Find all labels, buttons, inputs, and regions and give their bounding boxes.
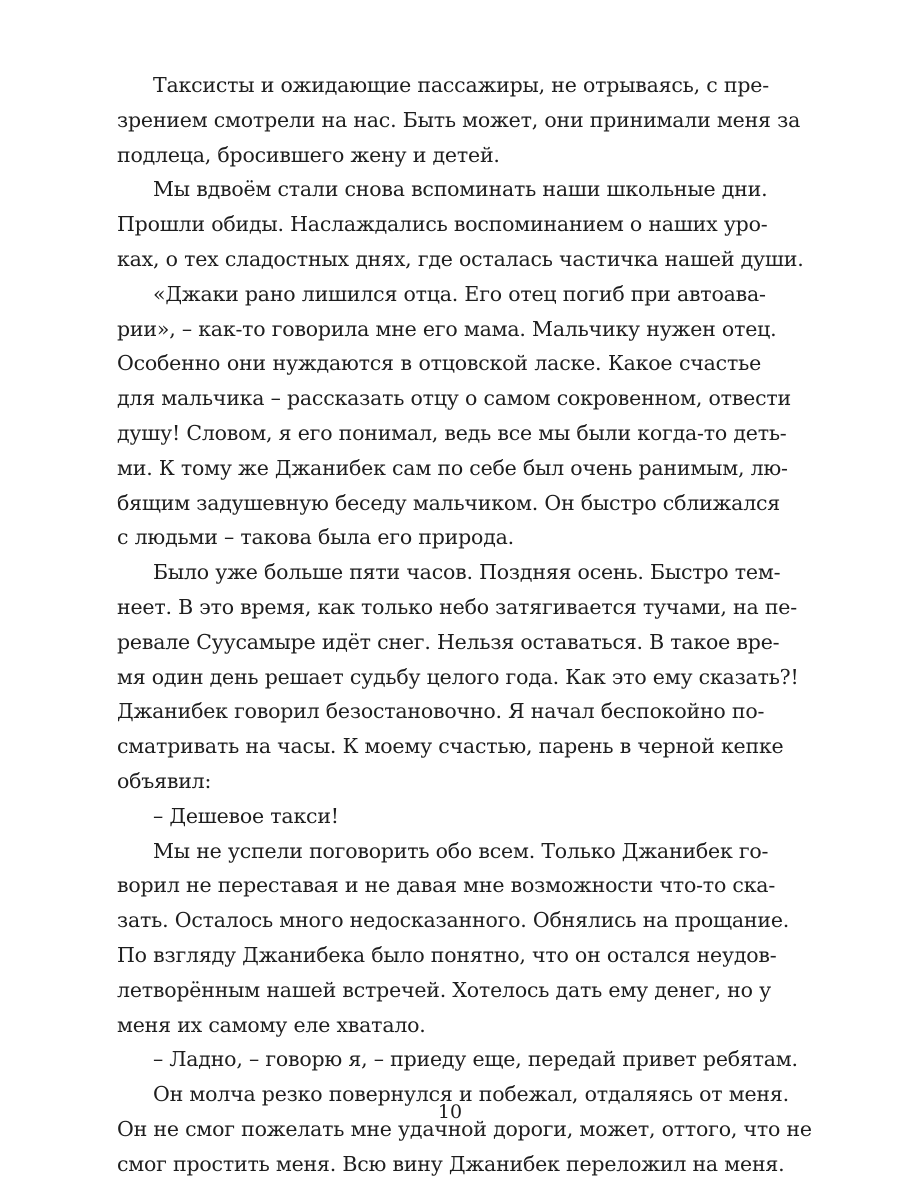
text-line: неет. В это время, как только небо затягивается тучами, на пе- — [117, 594, 797, 619]
text-line: – Ладно, – говорю я, – приеду еще, передай привет ребятам. — [153, 1047, 798, 1072]
text-line: Мы вдвоём стали снова вспоминать наши школьные дни. — [153, 177, 768, 202]
text-line: ках, о тех сладостных днях, где осталась частичка нашей души. — [117, 246, 804, 271]
text-line: летворённым нашей встречей. Хотелось дать ему денег, но у — [117, 977, 771, 1002]
text-line: бящим задушевную беседу мальчиком. Он быстро сближался — [117, 490, 781, 515]
text-line: Джанибек говорил безостановочно. Я начал беспокойно по- — [117, 699, 765, 724]
text-line: Особенно они нуждаются в отцовской ласке. Какое счастье — [117, 351, 761, 376]
page-number: 10 — [437, 1101, 463, 1123]
text-line: для мальчика – рассказать отцу о самом сокровенном, отвести — [117, 386, 791, 411]
text-line: Он не смог пожелать мне удачной дороги, может, оттого, что не — [117, 1116, 812, 1141]
text-line: – Дешевое такси! — [153, 803, 339, 828]
text-line: мя один день решает судьбу целого года. Как это ему сказать?! — [117, 664, 799, 689]
text-line: зать. Осталось много недосказанного. Обнялись на прощание. — [117, 908, 790, 933]
text-line: ворил не переставая и не давая мне возможности что-то ска- — [117, 873, 776, 898]
page-body-text — [117, 68, 812, 1182]
text-line: объявил: — [117, 768, 212, 793]
text-line: меня их самому еле хватало. — [117, 1012, 426, 1037]
text-line: По взгляду Джанибека было понятно, что он остался неудов- — [117, 942, 777, 967]
text-line: «Джаки рано лишился отца. Его отец погиб при автоава- — [153, 281, 766, 306]
text-line: сматривать на часы. К моему счастью, парень в черной кепке — [117, 734, 784, 759]
text-line: зрением смотрели на нас. Быть может, они принимали меня за — [117, 107, 801, 132]
text-line: Было уже больше пяти часов. Поздняя осень. Быстро тем- — [153, 560, 781, 585]
text-line: Прошли обиды. Наслаждались воспоминанием о наших уро- — [117, 212, 768, 237]
text-line: рии», – как-то говорила мне его мама. Мальчику нужен отец. — [117, 316, 777, 341]
text-line: Таксисты и ожидающие пассажиры, не отрываясь, с пре- — [153, 73, 769, 97]
text-line: Он молча резко повернулся и побежал, отдаляясь от меня. — [153, 1082, 789, 1107]
text-line: смог простить меня. Всю вину Джанибек переложил на меня. — [117, 1151, 785, 1176]
text-line: с людьми – такова была его природа. — [117, 525, 514, 550]
text-line: ми. К тому же Джанибек сам по себе был очень ранимым, лю- — [117, 455, 788, 480]
text-line: Мы не успели поговорить обо всем. Только Джанибек го- — [153, 838, 769, 863]
text-line: подлеца, бросившего жену и детей. — [117, 142, 500, 167]
text-line: душу! Словом, я его понимал, ведь все мы были когда-то деть- — [117, 420, 787, 445]
text-line: ревале Суусамыре идёт снег. Нельзя оставаться. В такое вре- — [117, 629, 780, 654]
